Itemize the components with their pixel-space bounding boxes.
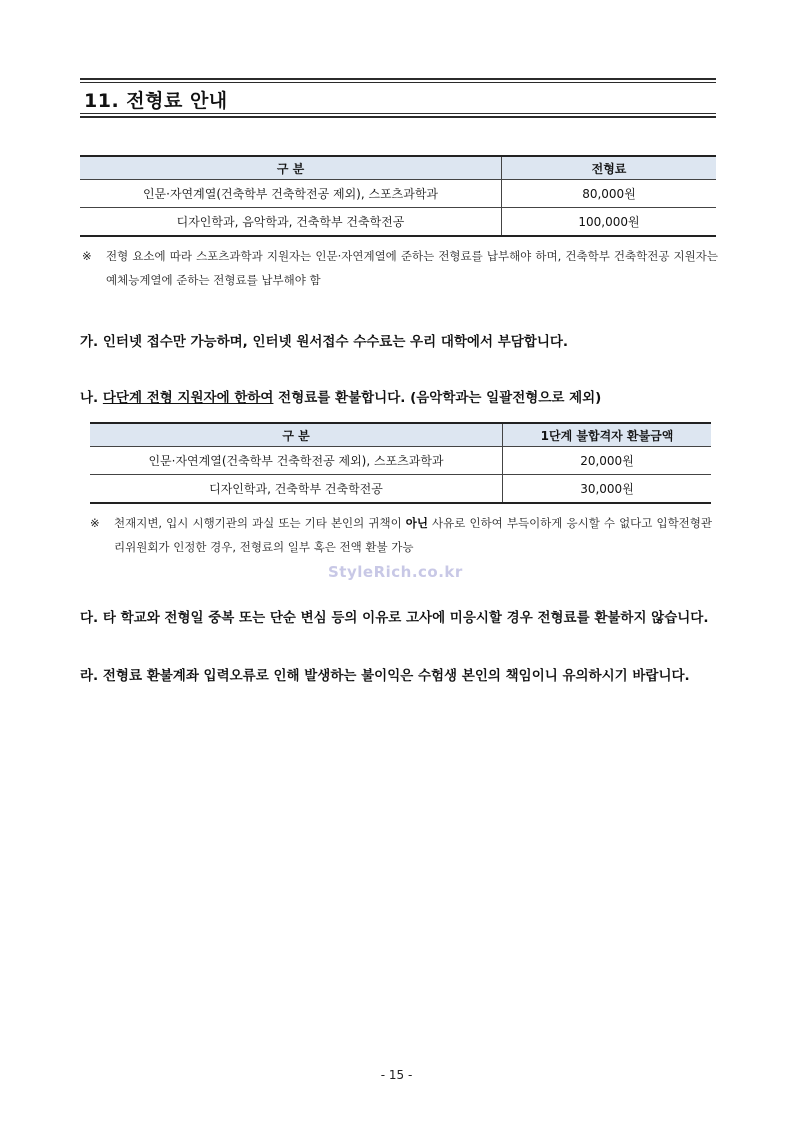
paragraph-ga: 가. 인터넷 접수만 가능하며, 인터넷 원서접수 수수료는 우리 대학에서 부담합니다.	[80, 334, 569, 350]
table-header-row	[80, 156, 716, 180]
note-text-emphasis: 아닌	[405, 516, 428, 530]
table-header-row	[90, 423, 711, 447]
paragraph-na	[80, 386, 720, 406]
note-text: 전형 요소에 따라 스포츠과학과 지원자는 인문·자연계열에 준하는 전형료를 납부해야 하며, 건축학부 건축학전공 지원자는 예체능계열에 준하는 전형료를 납부해야 함	[106, 249, 718, 287]
table-cell-refund: 20,000원	[503, 447, 712, 475]
watermark: StyleRich.co.kr	[328, 563, 463, 581]
section-title: 11. 전형료 안내	[84, 90, 228, 112]
fee-table	[80, 155, 716, 237]
table-header-fee: 전형료	[502, 156, 717, 180]
table-header-category: 구 분	[80, 156, 502, 180]
note-mark: ※	[90, 516, 100, 530]
paragraph-ra: 라. 전형료 환불계좌 입력오류로 인해 발생하는 불이익은 수험생 본인의 책임이니 유의하시기 바랍니다.	[80, 668, 690, 684]
table-cell-category: 디자인학과, 건축학부 건축학전공	[90, 475, 503, 504]
table-row	[80, 180, 716, 208]
table-cell-category: 인문·자연계열(건축학부 건축학전공 제외), 스포츠과학과	[90, 447, 503, 475]
table-cell-fee: 100,000원	[502, 208, 717, 237]
table-cell-category: 인문·자연계열(건축학부 건축학전공 제외), 스포츠과학과	[80, 180, 502, 208]
paragraph-na-underlined: 다단계 전형 지원자에 한하여	[102, 390, 274, 406]
table-row	[80, 208, 716, 237]
fee-note	[82, 244, 718, 292]
table-row	[90, 475, 711, 504]
note-mark: ※	[82, 249, 92, 263]
table-cell-refund: 30,000원	[503, 475, 712, 504]
table-cell-category: 디자인학과, 음악학과, 건축학부 건축학전공	[80, 208, 502, 237]
section-title-box	[80, 78, 716, 118]
note-text	[90, 511, 712, 559]
refund-note	[90, 511, 712, 559]
paragraph-na-prefix: 나.	[80, 390, 103, 406]
table-header-category: 구 분	[90, 423, 503, 447]
table-cell-fee: 80,000원	[502, 180, 717, 208]
note-text-before: 천재지변, 입시 시행기관의 과실 또는 기타 본인의 귀책이	[114, 516, 406, 530]
table-header-refund: 1단계 불합격자 환불금액	[503, 423, 712, 447]
table-row	[90, 447, 711, 475]
note-text-after: 사유로 인하여 부득이하게 응시할 수 없다고 입학전형관리위원회가 인정한 경우, 전형료의 일부 혹은 전액 환불 가능	[114, 516, 713, 554]
paragraph-na-suffix: 전형료를 환불합니다. (음악학과는 일괄전형으로 제외)	[273, 390, 602, 406]
refund-table	[90, 422, 711, 504]
page-number: - 15 -	[380, 1068, 413, 1082]
paragraph-da: 다. 타 학교와 전형일 중복 또는 단순 변심 등의 이유로 고사에 미응시할 경우 전형료를 환불하지 않습니다.	[80, 610, 709, 626]
